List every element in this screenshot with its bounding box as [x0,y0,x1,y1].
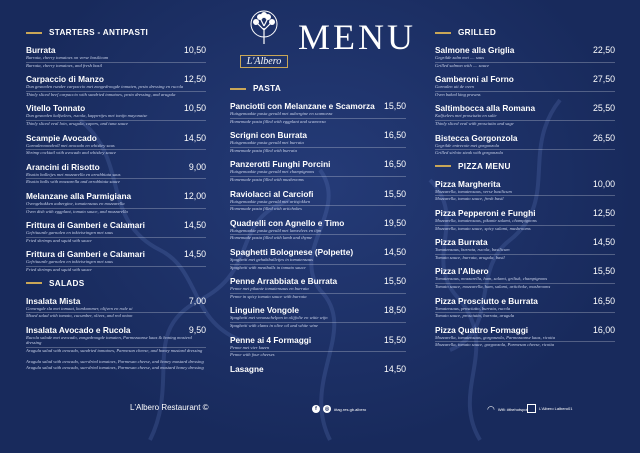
item-price: 12,00 [183,190,206,201]
item-desc-nl: Huisgemaakte pasta gevuld met artisjokken [230,199,406,207]
item-desc-en: Spaghetti with clams in olive oil and white wine [230,322,319,328]
menu-item [26,74,206,97]
item-name: Penne Arrabbiata e Burrata [230,276,338,287]
item-desc-en: Fried shrimps and squid with sauce [26,237,92,243]
item-desc-en: Tomato sauce, burrata, arugula, basil [435,254,505,260]
item-name: Carpaccio di Manzo [26,74,104,85]
menu-item [230,247,406,270]
item-price: 19,50 [383,217,406,228]
menu-item [26,325,206,354]
item-desc-en: Mixed salad with tomato, cucumber, olives, and red onion [26,313,133,319]
item-desc-nl: Kalfsvlees met prosciutto en salie [435,113,615,121]
item-desc-nl: Huisgemaakte pasta gevuld met aubergine en scamorza [230,111,406,119]
item-name: Frittura di Gamberi e Calamari [26,249,145,260]
item-name: Bistecca Gorgonzola [435,132,518,143]
wifi-text: Wifi: #thehotspot [497,407,528,412]
footer-brand: L'Albero Restaurant © [130,403,209,412]
item-price: 16,00 [592,324,615,335]
item-desc-nl: Spaghetti met gehaktballetjes in tomatensaus [230,257,406,265]
item-name: Salmone alla Griglia [435,45,515,55]
item-name: Pizza Quattro Formaggi [435,324,529,335]
wifi-icon: ◠ [487,404,495,414]
item-name: Quadrelli con Agnello e Timo [230,217,345,228]
item-desc-en: Penne in spicy tomato sauce with burrata [230,293,307,299]
item-name: Insalata Avocado e Rucola [26,324,131,335]
item-desc-nl: Burrata, cherry tomatoes on verse basilicum [26,55,206,63]
menu-item [435,325,615,348]
item-desc-en: Mozzarella, tomato sauce, gorgonzola, Parmesan cheese, ricotta [435,342,555,348]
item-name: Penne ai 4 Formaggi [230,334,312,345]
item-price: 16,50 [383,159,406,170]
qr-icon [527,404,536,413]
item-name: Lasagne [230,363,264,374]
item-desc-nl: Garnalen uit de oven [435,84,615,92]
item-desc-nl: Gegrilde entrecote met gorgonzola [435,143,615,151]
item-name: Pizza Prosciutto e Burrata [435,295,538,306]
item-desc-nl: Dun gesneden kalfsvlees, rucola, kappertjes met tonijn mayonaise [26,113,206,121]
item-desc-en: Homemade pasta filled with lamb and thyme [230,235,313,241]
item-price: 14,50 [383,363,406,374]
menu-item [435,237,615,260]
item-desc-en: Mozzarella, tomato sauce, fresh basil [435,196,504,202]
menu-item [230,101,406,124]
menu-item [230,159,406,182]
item-desc-nl: Ovengebakken aubergine, tomatensaus en mozzarella [26,201,206,209]
item-name: Frittura di Gamberi e Calamari [26,220,145,231]
item-desc-en: Homemade pasta filled with burrata [230,147,297,153]
menu-item [26,296,206,319]
logo-text: L'Albero [240,55,289,68]
social-handle: #tag.res.gb.albero [334,406,367,412]
tree-icon [242,10,286,46]
item-desc-nl: Huisgemaakte pasta gevuld met burrata [230,140,406,148]
item-name: Saltimbocca alla Romana [435,103,536,114]
item-desc-nl: Gegrilde zalm met .... saus [435,55,615,63]
item-name: Insalata Mista [26,295,81,306]
item-desc-en: Tomato sauce, prosciutto, burrata, arugula [435,313,515,319]
item-name: Raviolacci al Carciofi [230,188,314,199]
menu-item [230,335,406,358]
item-desc-nl: Tomatensaus, mozzarella, ham, salami, griltuk, champignons [435,276,615,284]
social-links[interactable] [312,405,366,413]
page-title: MENU [298,17,416,57]
item-price: 10,00 [592,178,615,189]
starters-heading: STARTERS - ANTIPASTI [26,28,206,37]
item-price: 16,50 [592,295,615,306]
menu-item [230,305,406,328]
qr-text: L'Albero Lalbero01 [539,406,573,411]
item-name: Panzerotti Funghi Porcini [230,159,331,170]
item-price: 27,50 [592,74,615,85]
facebook-icon[interactable]: f [312,405,320,413]
item-name: Burrata [26,45,56,55]
item-desc-nl: Huisgemaakte pasta gevuld met champignons [230,169,406,177]
item-name: Melanzane alla Parmigiana [26,190,132,201]
item-desc-nl: Mozzarella, tomatensaus, gorgonzola, Parmezaanse kaas, ricotta [435,335,615,343]
item-price: 14,50 [183,132,206,143]
item-price: 7,00 [188,295,206,306]
menu-item [230,130,406,153]
menu-item [435,179,615,202]
item-price: 15,50 [383,334,406,345]
item-name: Pizza l'Albero [435,266,489,277]
item-desc-nl: Gefrituurde garnalen en inktvisringen met saus [26,259,206,267]
item-name: Linguine Vongole [230,305,299,316]
item-desc-nl: Garnalenoondvoll met avocado en whiskey saus [26,143,206,151]
menu-item [435,296,615,319]
menu-item [26,162,206,185]
item-desc-en: Tomato sauce, mozzarella, ham, salami, artichoke, mushrooms [435,283,551,289]
item-desc-en: Risotto balls with mozzarella and arrabbiata sauce [26,179,121,185]
item-desc-nl: Risotto balletjes met mozzarella en arrabbiata saus [26,172,206,180]
item-price: 15,50 [592,266,615,277]
item-name: Panciotti con Melanzane e Scamorza [230,101,375,111]
pasta-column [230,84,406,380]
item-desc-nl: Mozzarella, tomatensaus, pikante salami, champignons [435,218,615,226]
item-name: Scampie Avocado [26,132,97,143]
qr-info [527,404,572,413]
item-name: Spaghetti Bolognese (Polpette) [230,246,354,257]
starters-column [26,28,206,371]
menu-item [435,74,615,97]
menu-item [26,220,206,243]
menu-item [435,103,615,126]
menu-item [435,208,615,231]
item-desc-nl: Dun gesneden runder carpaccio met zongedroogde tomaten, pesto dressing en rucola [26,84,206,92]
item-price: 15,50 [383,276,406,287]
item-desc-nl: Gemengde sla met tomaat, komkommer, olijven en rode ui [26,306,206,314]
menu-item [26,45,206,68]
item-price: 25,50 [592,103,615,114]
item-desc-nl: Tomatensaus, prosciutto, burrata, rucola [435,306,615,314]
item-desc-en: Arugula salad with avocado, sundried tomatoes, Parmesan cheese, and honey mustard dressing [26,347,203,353]
item-desc-en: Spaghetti with meatballs in tomato sauce [230,264,306,270]
menu-item [26,103,206,126]
menu-item [26,191,206,214]
item-desc-nl: Tomatensaus, burrata, rucola, basilicum [435,247,615,255]
item-desc-nl: Huisgemaakte pasta gevuld met lamsvlees en tijm [230,228,406,236]
menu-item [435,45,615,68]
instagram-icon[interactable]: ◎ [324,406,330,412]
item-price: 18,50 [383,305,406,316]
item-price: 22,50 [592,45,615,55]
menu-item [26,249,206,272]
pizza-heading: PIZZA MENU [435,162,615,171]
item-desc-nl: Rucola salade met avocado, zongedroogde tomaten, Parmezaanse kaas & honing mosterd dressing [26,335,206,348]
salads-heading: SALADS [26,279,206,288]
logo [234,10,294,67]
item-name: Arancini di Risotto [26,161,100,172]
item-desc-en: Oven dish with eggplant, tomato sauce, and mozzarella [26,208,128,214]
menu-item [230,364,406,374]
grilled-heading: GRILLED [435,28,615,37]
item-desc-en: Grilled salmon with .... sauce [435,62,490,68]
item-desc-nl: Mozzarella, tomatensaus, verse basilicum [435,189,615,197]
item-desc-en: Grilled sirloin steak with gorgonzola [435,150,503,156]
item-desc-en: Thinly sliced beef carpaccio with sundried tomatoes, pesto dressing, and arugula [26,91,176,97]
grilled-column [435,28,615,354]
item-desc-en: Thinly sliced veal loin, arugula, capers, and tuna sauce [26,120,129,126]
item-price: 14,50 [383,246,406,257]
item-desc-nl: Gefrituurde garnalen en inktvisringen met saus [26,230,206,238]
menu-item [230,189,406,212]
item-price: 15,50 [383,101,406,111]
item-price: 14,50 [592,237,615,248]
item-name: Scrigni con Burrata [230,130,307,141]
item-price: 12,50 [183,74,206,85]
item-desc-en: Penne with four cheeses [230,352,275,358]
menu-item [230,218,406,241]
menu-item [435,133,615,156]
menu-item [435,266,615,289]
item-desc-nl: Penne met vier kazen [230,345,406,353]
item-desc-en: Homemade pasta filled with artichokes [230,206,302,212]
item-name: Pizza Burrata [435,237,488,248]
item-desc-en: Shrimp cocktail with avocado and whiskey sauce [26,150,117,156]
salad-extra-note: Arugula salad with avocado, sun-dried tomatoes, Parmesan cheese, and honey mustard dressing Arugula salad with avocado, sun-dried tomatoes, Parmesan cheese, and mustard honey dressing [26,359,204,371]
menu-item [26,133,206,156]
item-price: 14,50 [183,220,206,231]
item-desc-en: Thinly sliced veal with prosciutto and sage [435,120,514,126]
item-price: 15,50 [383,188,406,199]
item-name: Vitello Tonnato [26,103,86,114]
item-price: 9,00 [188,161,206,172]
pasta-heading: PASTA [230,84,406,93]
item-price: 9,50 [188,324,206,335]
menu-item [230,276,406,299]
item-desc-en: Homemade pasta filled with mushrooms [230,176,304,182]
item-desc-nl: Spaghetti met venusschelpen in olijfolie en witte wijn [230,315,406,323]
wifi-info [487,404,528,415]
item-desc-en: Mozzarella, tomato sauce, spicy salami, mushrooms [435,225,531,231]
item-desc-nl: Penne met pikante tomatensaus en burrata [230,286,406,294]
item-price: 26,50 [592,132,615,143]
item-desc-en: Fried shrimps and squid with sauce [26,266,92,272]
item-desc-en: Burrata, cherry tomatoes, and fresh basil [26,62,103,68]
item-price: 14,50 [183,249,206,260]
item-price: 10,50 [183,103,206,114]
item-name: Pizza Margherita [435,178,501,189]
item-price: 10,50 [183,45,206,55]
item-price: 12,50 [592,207,615,218]
item-desc-en: Oven baked king prawns [435,91,481,97]
item-price: 16,50 [383,130,406,141]
item-name: Pizza Pepperoni e Funghi [435,207,536,218]
item-name: Gamberoni al Forno [435,74,514,85]
item-desc-en: Homemade pasta filled with eggplant and scamorza [230,118,326,124]
